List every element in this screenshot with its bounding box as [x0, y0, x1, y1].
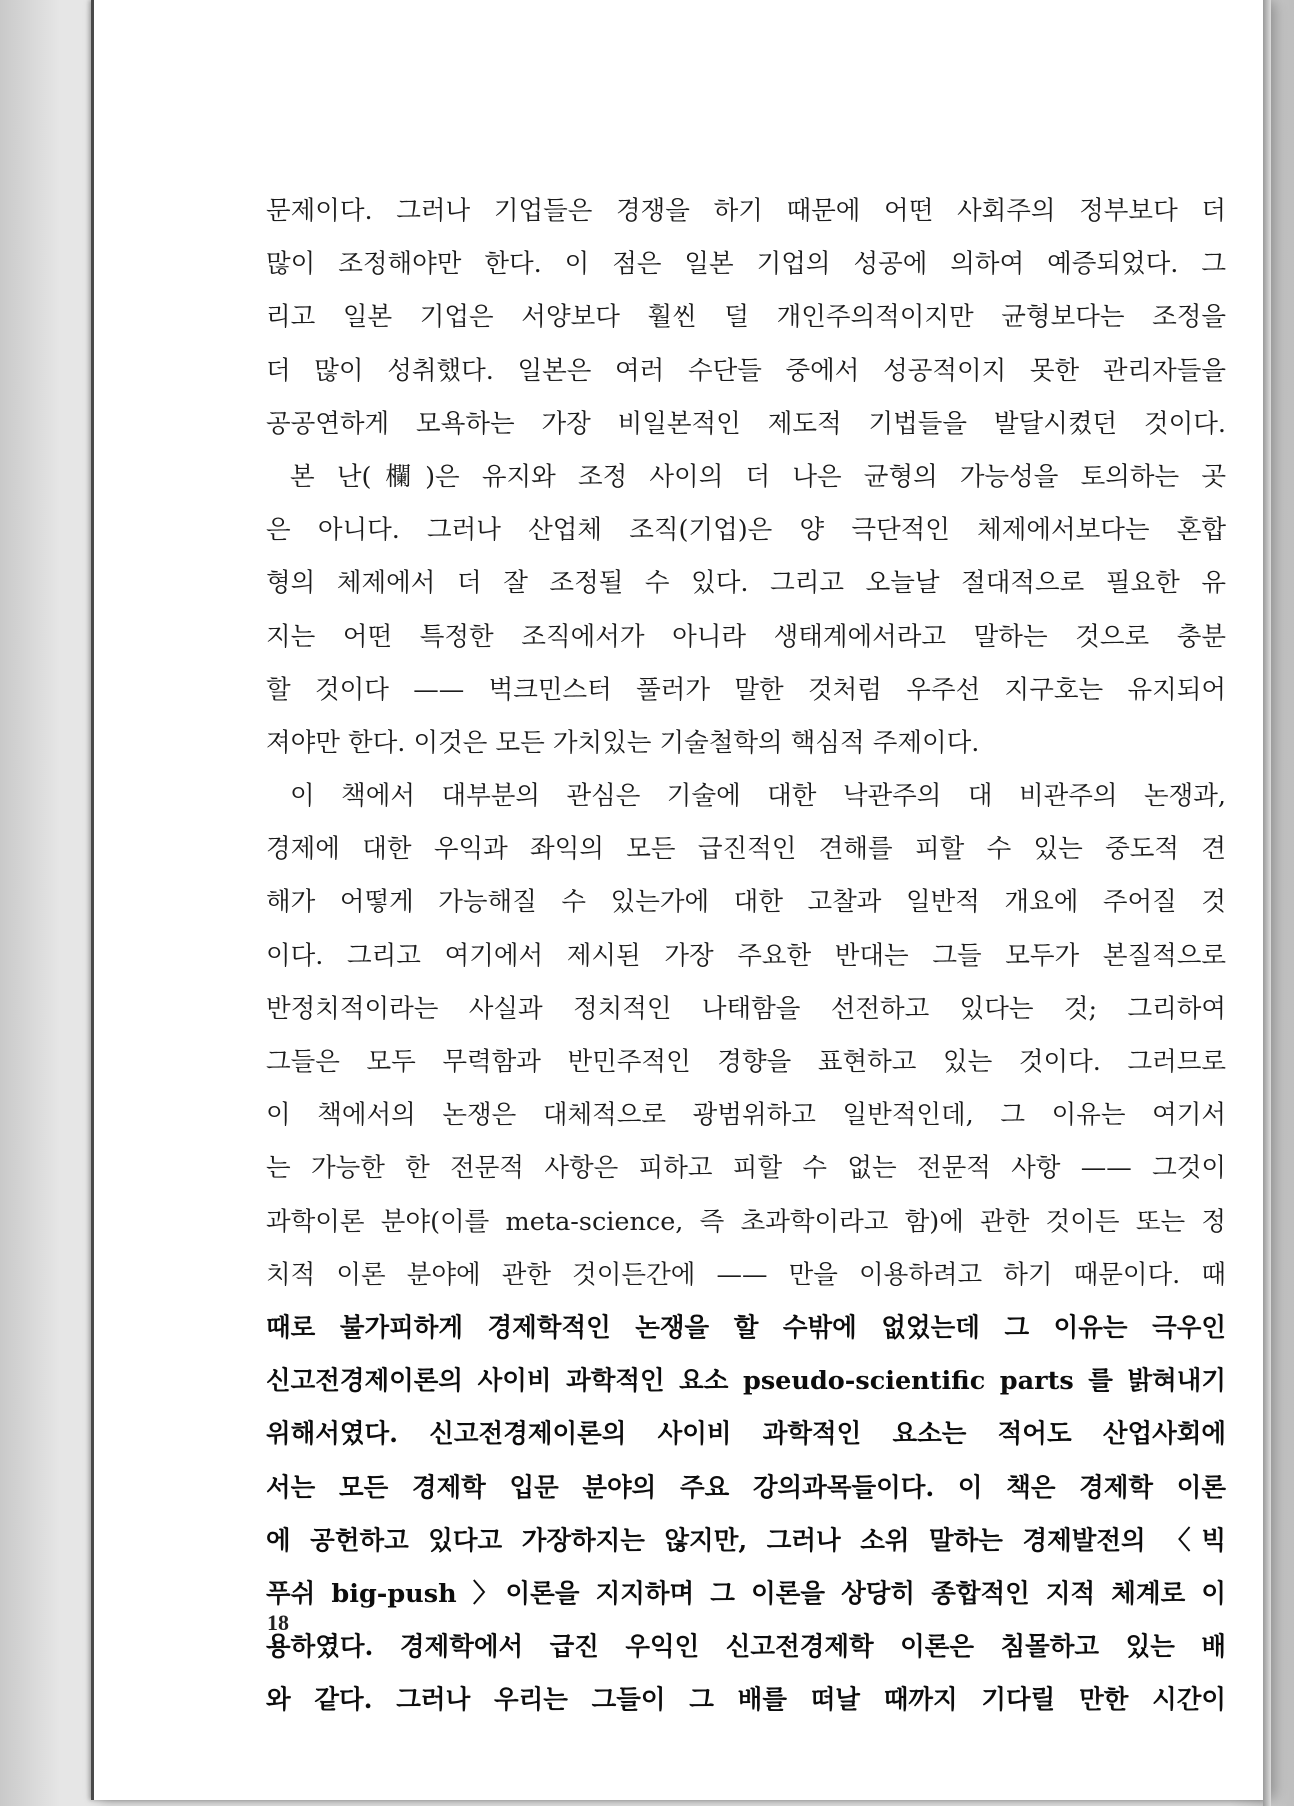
text-line: 용하였다. 경제학에서 급진 우익인 신고전경제학 이론은 침몰하고 있는 배: [266, 1632, 1226, 1663]
text-line: 공공연하게 모욕하는 가장 비일본적인 제도적 기법들을 발달시켰던 것이다.: [266, 408, 1226, 439]
text-line: 형의 체제에서 더 잘 조정될 수 있다. 그리고 오늘날 절대적으로 필요한 유: [266, 568, 1226, 599]
text-line: 할 것이다 —— 벅크민스터 풀러가 말한 것처럼 우주선 지구호는 유지되어: [266, 674, 1226, 705]
paragraph-end-line: 져야만 한다. 이것은 모든 가치있는 기술철학의 핵심적 주제이다.: [266, 727, 980, 758]
text-line: 해가 어떻게 가능해질 수 있는가에 대한 고찰과 일반적 개요에 주어질 것: [266, 887, 1226, 918]
text-line: 와 같다. 그러나 우리는 그들이 그 배를 떠날 때까지 기다릴 만한 시간이: [266, 1685, 1226, 1716]
text-line: 치적 이론 분야에 관한 것이든간에 —— 만을 이용하려고 하기 때문이다. 때: [266, 1259, 1226, 1290]
book-page: [91, 0, 1266, 1800]
text-line: 때로 불가피하게 경제학적인 논쟁을 할 수밖에 없었는데 그 이유는 극우인: [266, 1312, 1226, 1343]
page-edge-shadow: [1263, 0, 1271, 1806]
text-line: 위해서였다. 신고전경제이론의 사이비 과학적인 요소는 적어도 산업사회에: [266, 1419, 1226, 1450]
text-line: 서는 모든 경제학 입문 분야의 주요 강의과목들이다. 이 책은 경제학 이론: [266, 1472, 1226, 1503]
page-number: 18: [267, 1610, 289, 1635]
text-line: 신고전경제이론의 사이비 과학적인 요소 pseudo-scientific parts 를 밝혀내기: [266, 1366, 1226, 1397]
text-line: 푸쉬 big-push 〉이론을 지지하며 그 이론을 상당히 종합적인 지적 체계로 이: [266, 1578, 1226, 1609]
paragraph-start-line: 본 난(欄)은 유지와 조정 사이의 더 나은 균형의 가능성을 토의하는 곳: [290, 461, 1226, 492]
text-line: 은 아니다. 그러나 산업체 조직(기업)은 양 극단적인 체제에서보다는 혼합: [266, 515, 1226, 546]
text-line: 과학이론 분야(이를 meta-science, 즉 초과학이라고 함)에 관한 것이든 또는 정: [266, 1206, 1226, 1237]
text-line: 는 가능한 한 전문적 사항은 피하고 피할 수 없는 전문적 사항 —— 그것이: [266, 1153, 1226, 1184]
text-line: 이다. 그리고 여기에서 제시된 가장 주요한 반대는 그들 모두가 본질적으로: [266, 940, 1226, 971]
text-line: 더 많이 성취했다. 일본은 여러 수단들 중에서 성공적이지 못한 관리자들을: [266, 355, 1226, 386]
paragraph-start-line: 이 책에서 대부분의 관심은 기술에 대한 낙관주의 대 비관주의 논쟁과,: [290, 781, 1226, 812]
text-line: 반정치적이라는 사실과 정치적인 나태함을 선전하고 있다는 것; 그리하여: [266, 993, 1226, 1024]
text-line: 많이 조정해야만 한다. 이 점은 일본 기업의 성공에 의하여 예증되었다. 그: [266, 249, 1226, 280]
text-line: 문제이다. 그러나 기업들은 경쟁을 하기 때문에 어떤 사회주의 정부보다 더: [266, 196, 1226, 226]
text-line: 그들은 모두 무력함과 반민주적인 경향을 표현하고 있는 것이다. 그러므로: [266, 1047, 1226, 1077]
text-line: 리고 일본 기업은 서양보다 훨씬 덜 개인주의적이지만 균형보다는 조정을: [266, 302, 1226, 333]
body-text: [266, 185, 1226, 1727]
text-line: 지는 어떤 특정한 조직에서가 아니라 생태계에서라고 말하는 것으로 충분: [266, 621, 1226, 652]
text-line: 이 책에서의 논쟁은 대체적으로 광범위하고 일반적인데, 그 이유는 여기서: [266, 1100, 1226, 1131]
text-line: 에 공헌하고 있다고 가장하지는 않지만, 그러나 소위 말하는 경제발전의 〈빅: [266, 1525, 1226, 1556]
text-line: 경제에 대한 우익과 좌익의 모든 급진적인 견해를 피할 수 있는 중도적 견: [266, 834, 1226, 865]
